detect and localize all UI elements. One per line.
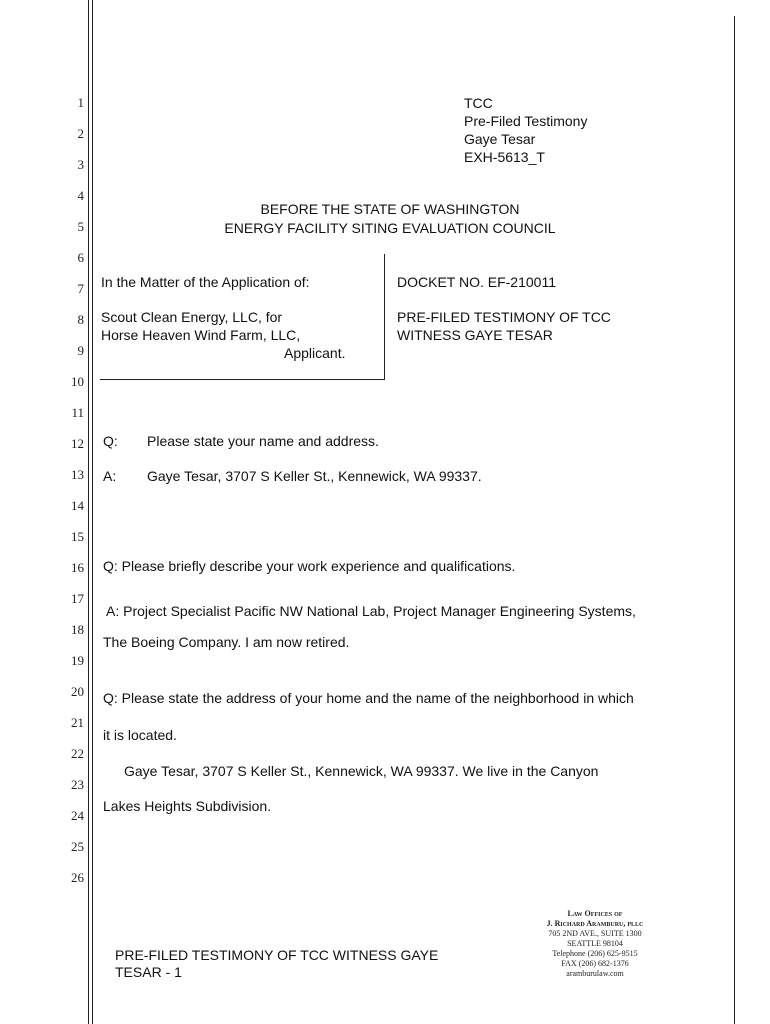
answer-label: A:: [103, 468, 117, 484]
left-margin-rule-inner: [92, 0, 93, 1024]
left-margin-rule-outer: [88, 0, 89, 1024]
answer-text: The Boeing Company. I am now retired.: [103, 634, 350, 650]
line-number: 13: [71, 467, 84, 482]
document-title-line-1: PRE-FILED TESTIMONY OF TCC: [397, 309, 611, 325]
line-number: 14: [71, 498, 84, 513]
line-number: 8: [77, 312, 84, 327]
docket-number: DOCKET NO. EF-210011: [397, 274, 556, 290]
line-number: 26: [71, 870, 84, 885]
exhibit-witness: Gaye Tesar: [464, 131, 536, 147]
firm-name: J. Richard Aramburu, pllc: [546, 919, 644, 928]
question-text: Q: Please state the address of your home and the name of the neighborhood in which: [103, 690, 634, 706]
question-text: it is located.: [103, 727, 177, 743]
line-number: 10: [71, 374, 84, 389]
line-number: 1: [77, 95, 84, 110]
question-label: Q:: [103, 433, 118, 449]
right-margin-rule: [734, 16, 735, 1024]
answer-text: Gaye Tesar, 3707 S Keller St., Kennewick, WA 99337.: [147, 468, 482, 484]
answer-text: Gaye Tesar, 3707 S Keller St., Kennewick, WA 99337. We live in the Canyon: [124, 763, 599, 779]
tribunal-line-2: ENERGY FACILITY SITING EVALUATION COUNCIL: [224, 220, 556, 236]
tribunal-line-1: BEFORE THE STATE OF WASHINGTON: [260, 201, 520, 217]
line-number: 11: [71, 405, 84, 420]
line-number: 6: [77, 250, 84, 265]
line-number: 16: [71, 560, 84, 575]
line-number: 15: [71, 529, 84, 544]
footer-title-line-2: TESAR - 1: [115, 964, 182, 980]
applicant-name: Scout Clean Energy, LLC, for: [101, 309, 283, 325]
matter-label: In the Matter of the Application of:: [101, 274, 310, 290]
firm-website: aramburulaw.com: [566, 969, 624, 978]
line-number: 24: [71, 808, 84, 823]
exhibit-party: TCC: [464, 95, 493, 111]
firm-block: [530, 909, 660, 979]
firm-heading: Law Offices of: [567, 909, 623, 918]
exhibit-number: EXH-5613_T: [464, 149, 545, 165]
caption-divider-horizontal: [100, 379, 385, 380]
line-number: 20: [71, 684, 84, 699]
firm-fax: FAX (206) 682-1376: [561, 959, 629, 968]
line-number: 12: [71, 436, 84, 451]
line-number: 5: [77, 219, 84, 234]
line-number: 3: [77, 157, 84, 172]
document-title-line-2: WITNESS GAYE TESAR: [397, 327, 553, 343]
question-text: Please state your name and address.: [147, 433, 379, 449]
answer-text: A: Project Specialist Pacific NW National Lab, Project Manager Engineering Systems,: [106, 603, 636, 619]
firm-city: SEATTLE 98104: [567, 939, 623, 948]
line-number: 21: [71, 715, 84, 730]
line-number: 19: [71, 653, 84, 668]
line-number: 22: [71, 746, 84, 761]
line-number: 18: [71, 622, 84, 637]
party-role: Applicant.: [284, 345, 346, 361]
firm-address: 705 2ND AVE., SUITE 1300: [548, 929, 642, 938]
caption-divider-vertical: [384, 254, 385, 380]
line-number: 2: [77, 126, 84, 141]
question-text: Q: Please briefly describe your work experience and qualifications.: [103, 558, 516, 574]
line-number: 23: [71, 777, 84, 792]
line-number: 25: [71, 839, 84, 854]
footer-title-line-1: PRE-FILED TESTIMONY OF TCC WITNESS GAYE: [115, 947, 439, 963]
answer-text: Lakes Heights Subdivision.: [103, 798, 272, 814]
firm-telephone: Telephone (206) 625-9515: [552, 949, 638, 958]
line-number: 17: [71, 591, 84, 606]
project-name: Horse Heaven Wind Farm, LLC,: [101, 327, 301, 343]
line-number: 7: [77, 281, 84, 296]
exhibit-type: Pre-Filed Testimony: [464, 113, 588, 129]
line-number: 4: [77, 188, 84, 203]
line-number: 9: [77, 343, 84, 358]
